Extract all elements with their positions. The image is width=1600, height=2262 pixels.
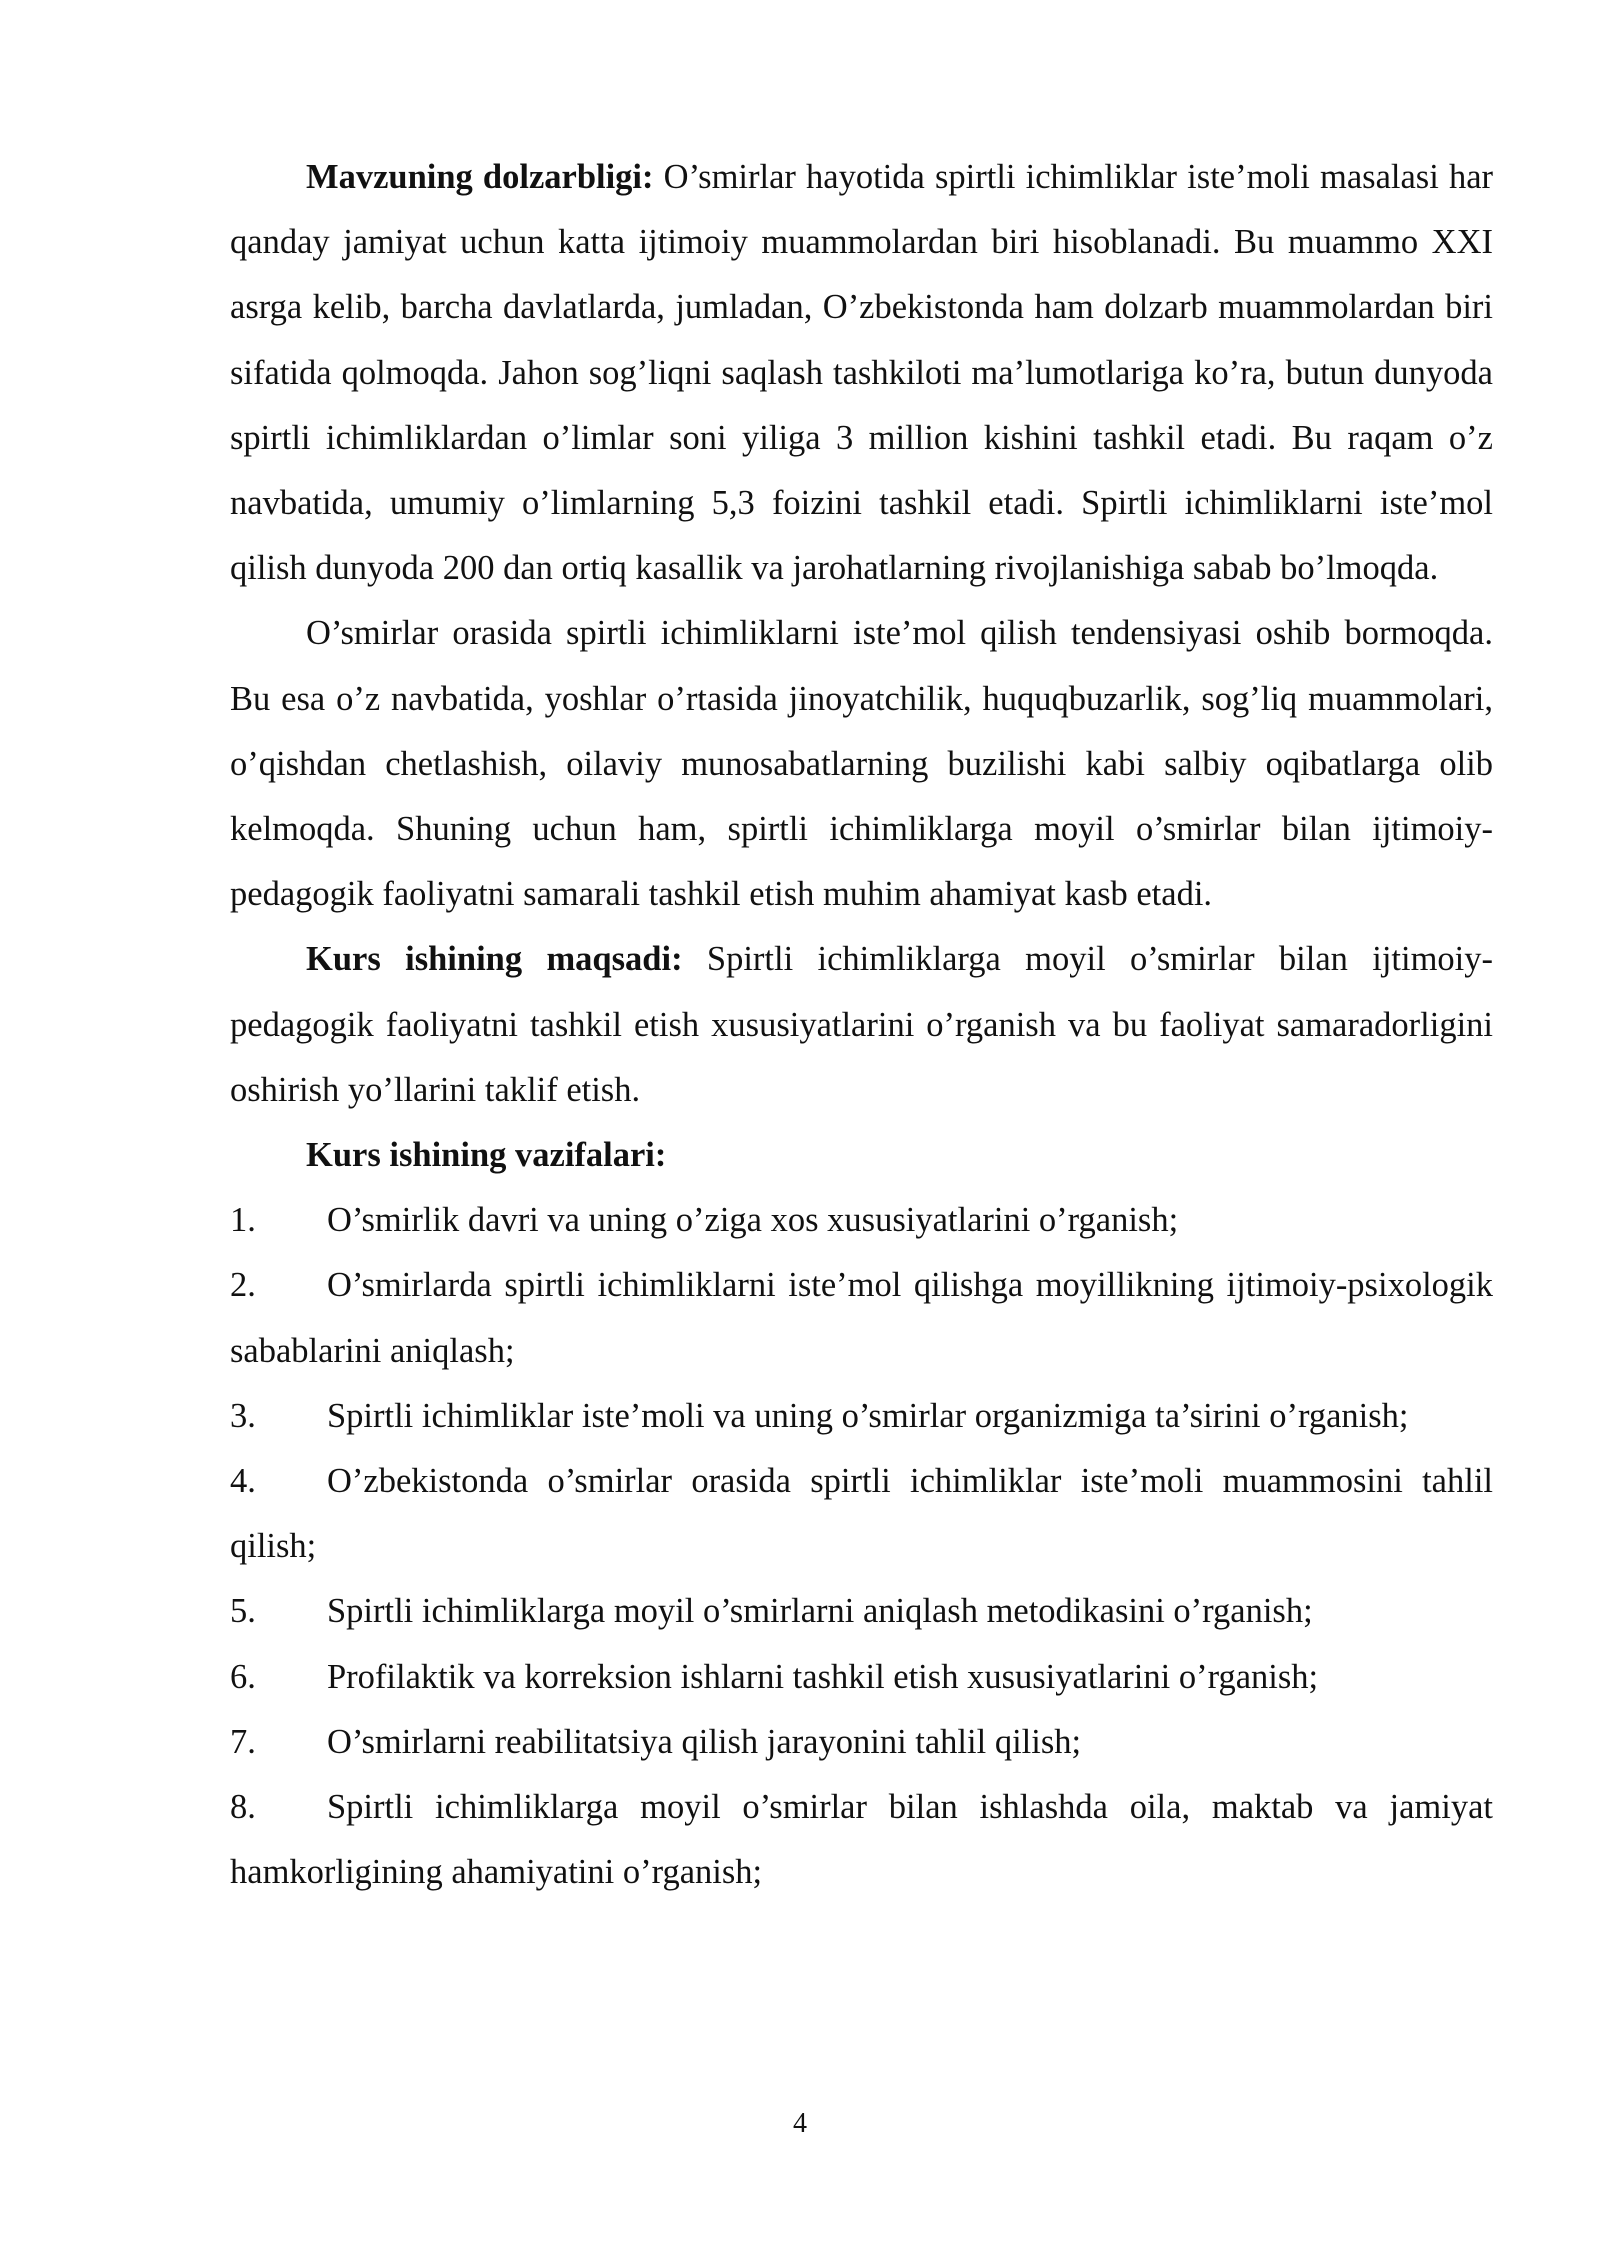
task-item-2 bbox=[230, 1253, 1493, 1383]
relevance-paragraph bbox=[230, 145, 1493, 601]
goal-paragraph bbox=[230, 927, 1493, 1123]
task-number: 7. bbox=[230, 1722, 256, 1761]
task-number: 1. bbox=[230, 1201, 256, 1240]
task-text: O’smirlarni reabilitatsiya qilish jarayonini tahlil qilish; bbox=[327, 1722, 1082, 1761]
task-text: Profilaktik va korreksion ishlarni tashkil etish xususiyatlarini o’rganish; bbox=[327, 1657, 1319, 1696]
task-number: 6. bbox=[230, 1657, 256, 1696]
relevance-heading: Mavzuning dolzarbligi: bbox=[306, 158, 654, 196]
task-text: Spirtli ichimliklarga moyil o’smirlarni aniqlash metodikasini o’rganish; bbox=[327, 1592, 1313, 1631]
task-item-3 bbox=[230, 1384, 1493, 1449]
task-item-1 bbox=[230, 1188, 1493, 1253]
task-number: 5. bbox=[230, 1592, 256, 1631]
task-item-6 bbox=[230, 1645, 1493, 1710]
task-number: 8. bbox=[230, 1788, 256, 1827]
task-number: 4. bbox=[230, 1462, 256, 1501]
task-text: O’smirlarda spirtli ichimliklarni iste’mol qilishga moyillikning ijtimoiy-psixologik sabablarini aniqlash; bbox=[230, 1266, 1493, 1370]
task-item-7 bbox=[230, 1710, 1493, 1775]
task-number: 3. bbox=[230, 1396, 256, 1435]
task-item-4 bbox=[230, 1449, 1493, 1579]
page-number: 4 bbox=[793, 2108, 807, 2139]
trend-paragraph: O’smirlar orasida spirtli ichimliklarni iste’mol qilish tendensiyasi oshib bormoqda. Bu esa o’z navbatida, yoshlar o’rtasida jinoyatchilik, huquqbuzarlik, sog’liq muammolari, o’qishdan chetlashish, oilaviy munosabatlarning buzilishi kabi salbiy oqibatlarga olib kelmoqda. Shuning uchun ham, spirtli ichimliklarga moyil o’smirlar bilan ijtimoiy-pedagogik faoliyatni samarali tashkil etish muhim ahamiyat kasb etadi. bbox=[230, 614, 1493, 914]
task-text: O’smirlik davri va uning o’ziga xos xususiyatlarini o’rganish; bbox=[327, 1201, 1179, 1240]
task-text: Spirtli ichimliklar iste’moli va uning o’smirlar organizmiga ta’sirini o’rganish; bbox=[327, 1396, 1409, 1435]
task-text: O’zbekistonda o’smirlar orasida spirtli ichimliklar iste’moli muammosini tahlil qilish; bbox=[230, 1462, 1493, 1566]
document-body bbox=[230, 145, 1493, 1905]
goal-heading: Kurs ishining maqsadi: bbox=[306, 940, 683, 979]
task-item-8 bbox=[230, 1775, 1493, 1905]
goal-text: Spirtli ichimliklarga moyil o’smirlar bilan ijtimoiy-pedagogik faoliyatni tashkil etish xususiyatlarini o’rganish va bu faoliyat samaradorligini oshirish yo’llarini taklif etish. bbox=[230, 940, 1493, 1109]
task-text: Spirtli ichimliklarga moyil o’smirlar bilan ishlashda oila, maktab va jamiyat hamkorligining ahamiyatini o’rganish; bbox=[230, 1788, 1493, 1892]
tasks-heading: Kurs ishining vazifalari: bbox=[306, 1136, 667, 1175]
task-number: 2. bbox=[230, 1266, 256, 1305]
task-item-5 bbox=[230, 1579, 1493, 1644]
relevance-text: O’smirlar hayotida spirtli ichimliklar iste’moli masalasi har qanday jamiyat uchun katta ijtimoiy muammolardan biri hisoblanadi. Bu muammo XXI asrga kelib, barcha davlatlarda, jumladan, O’zbekistonda ham dolzarb muammolardan biri sifatida qolmoqda. Jahon sog’liqni saqlash tashkiloti ma’lumotlariga ko’ra, butun dunyoda spirtli ichimliklardan o’limlar soni yiliga 3 million kishini tashkil etadi. Bu raqam o’z navbatida, umumiy o’limlarning 5,3 foizini tashkil etadi. Spirtli ichimliklarni iste’mol qilish dunyoda 200 dan ortiq kasallik va jarohatlarning rivojlanishiga sabab bo’lmoqda. bbox=[230, 158, 1493, 588]
